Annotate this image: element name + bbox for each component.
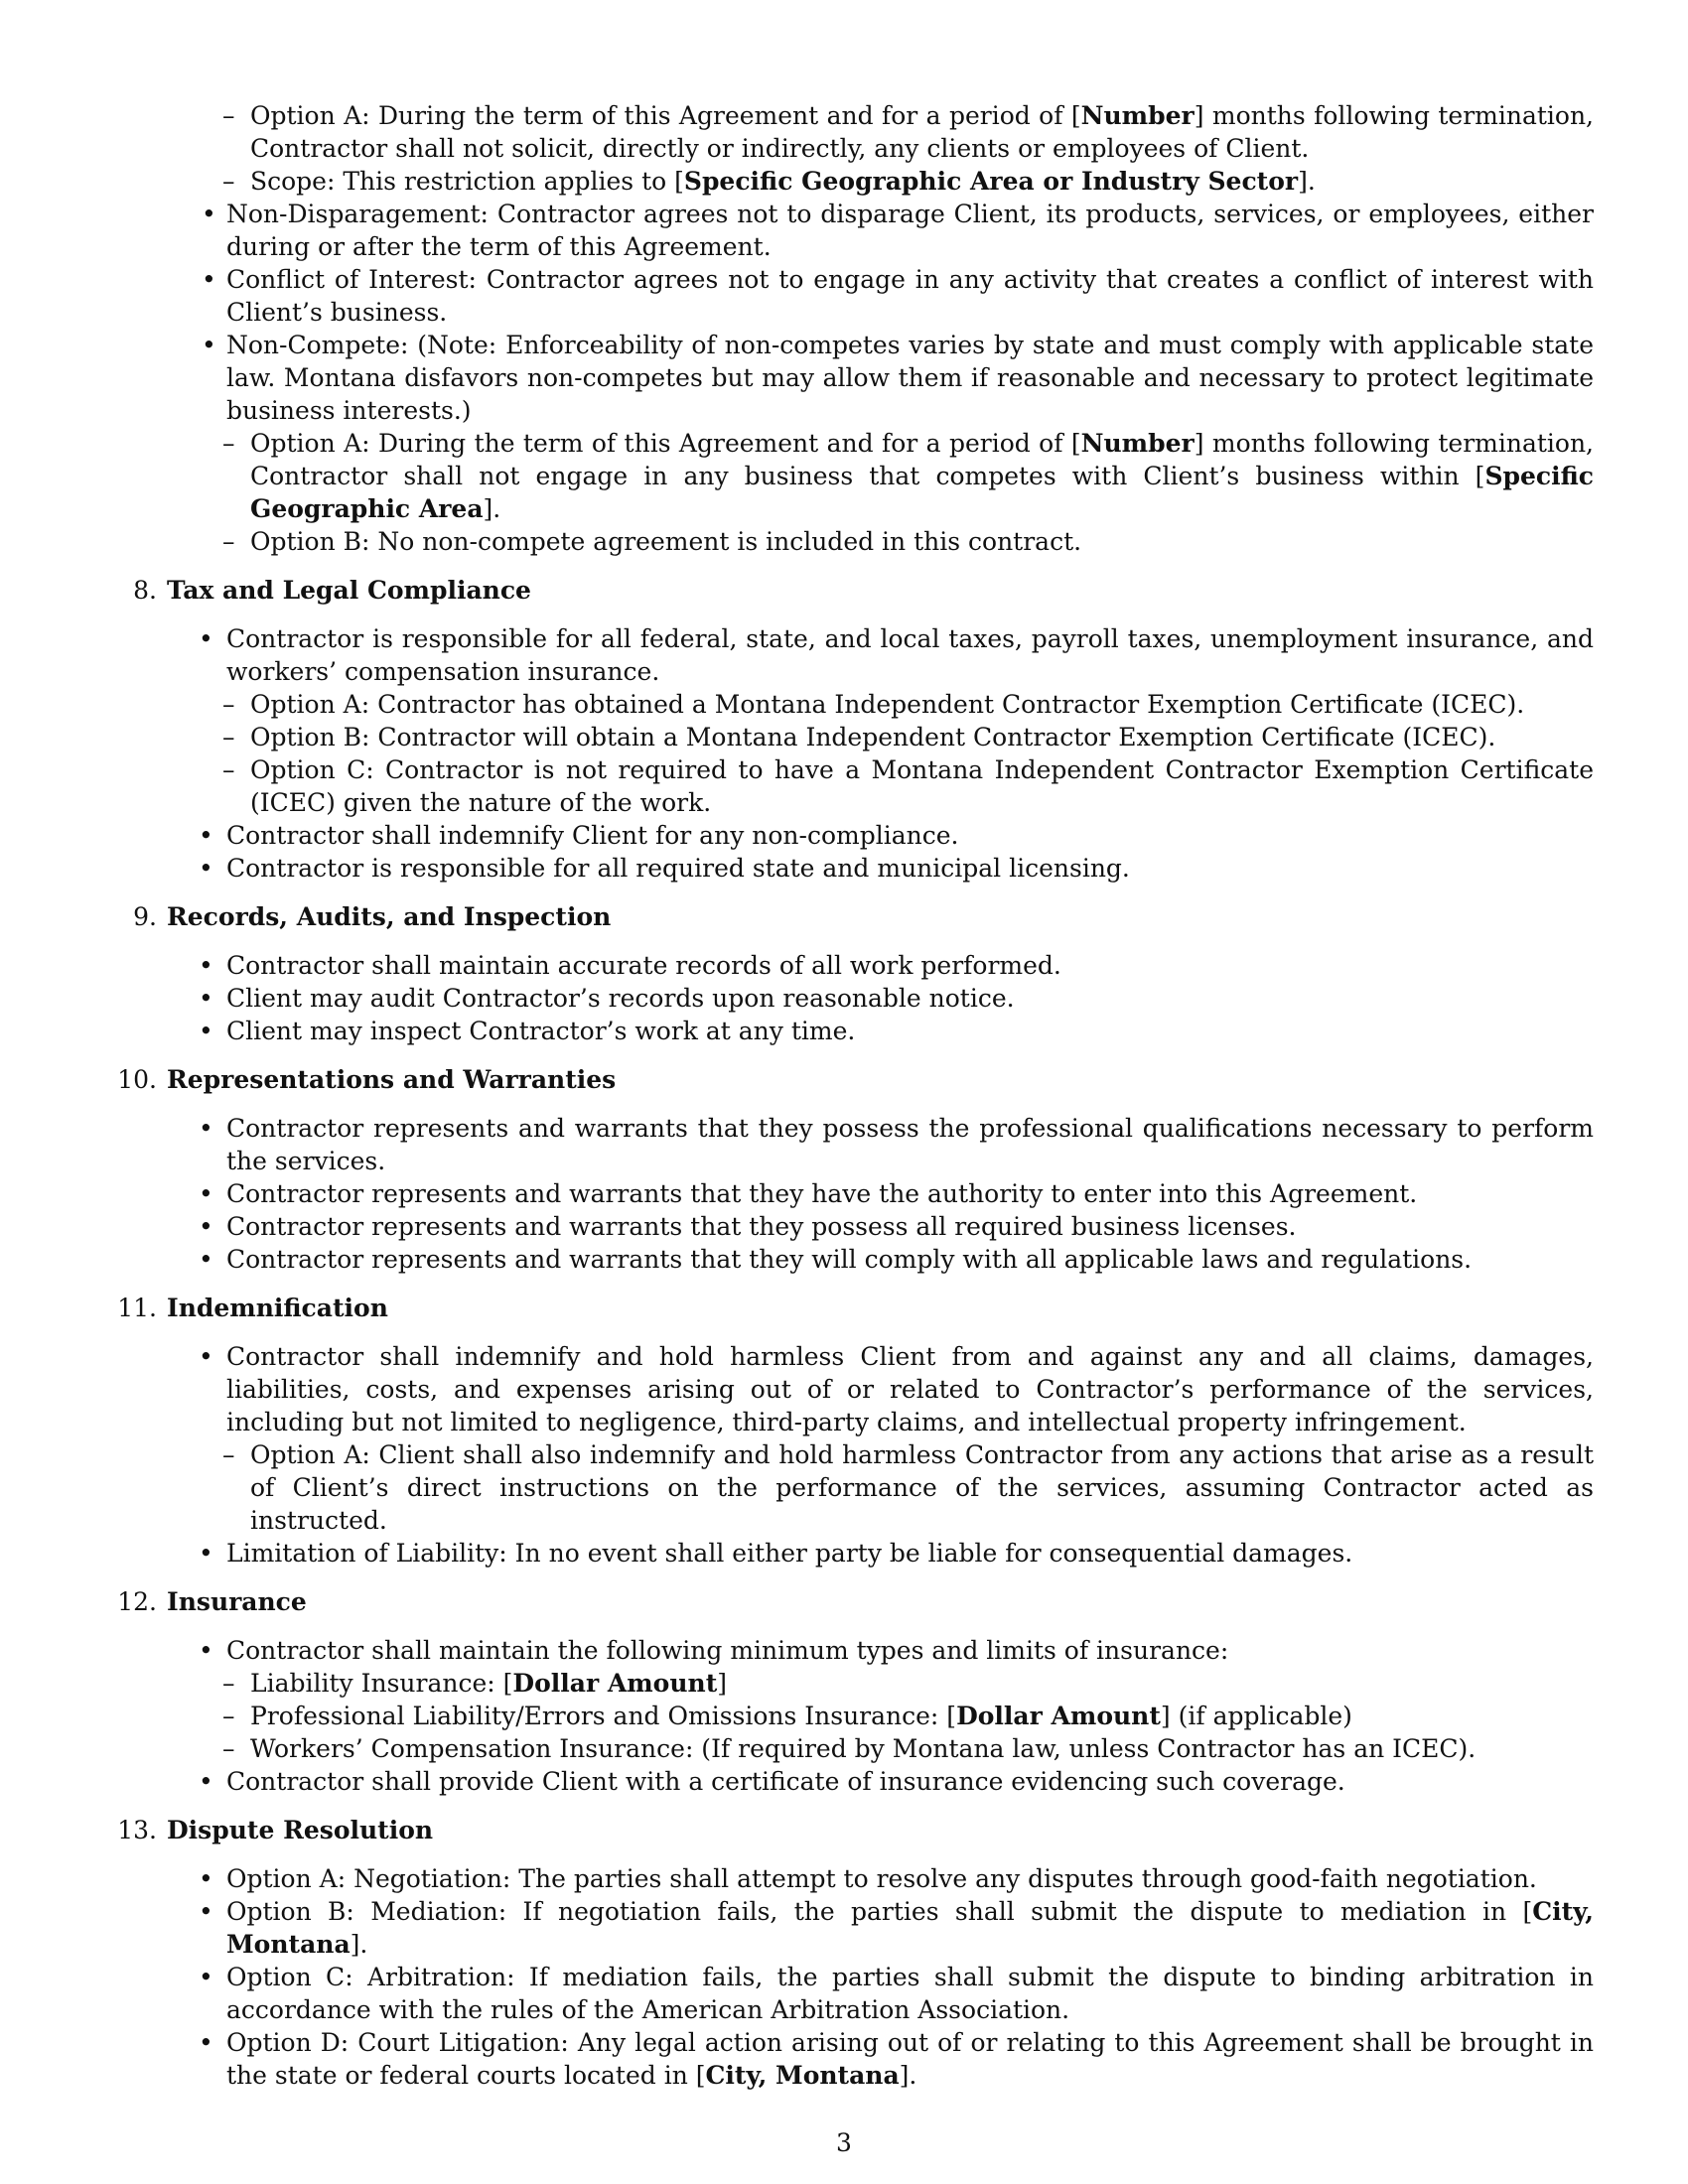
- conflict-of-interest-item: • Conflict of Interest: Contractor agrees not to engage in any activity that creates a conflict of interest with Client’s business.: [109, 263, 1594, 329]
- section-title: Indemnification: [167, 1294, 388, 1322]
- negotiation-option: • Option A: Negotiation: The parties shall attempt to resolve any disputes through good-faith negotiation.: [167, 1862, 1594, 1895]
- section-10: [109, 1063, 1594, 1276]
- arbitration-option: • Option C: Arbitration: If mediation fails, the parties shall submit the dispute to binding arbitration in accordance with the rules of the American Arbitration Association.: [167, 1961, 1594, 2026]
- document-body: [109, 99, 1594, 2092]
- mediation-option: • Option B: Mediation: If negotiation fails, the parties shall submit the dispute to mediation in [City, Montana].: [167, 1895, 1594, 1961]
- section-number: 8.: [133, 576, 157, 605]
- icec-option-a: – Option A: Contractor has obtained a Montana Independent Contractor Exemption Certificate (ICEC).: [199, 688, 1594, 721]
- mutual-indemnity-option-a: – Option A: Client shall also indemnify and hold harmless Contractor from any actions that arise as a result of Client’s direct instructions on the performance of the services, assuming Contractor acted as instructed.: [199, 1438, 1594, 1537]
- non-disparagement-item: • Non-Disparagement: Contractor agrees not to disparage Client, its products, services, or employees, either during or after the term of this Agreement.: [109, 198, 1594, 263]
- limitation-of-liability-item: • Limitation of Liability: In no event shall either party be liable for consequential damages.: [167, 1537, 1594, 1570]
- workers-comp-item: – Workers’ Compensation Insurance: (If required by Montana law, unless Contractor has an ICEC).: [199, 1732, 1594, 1765]
- list-item: • Client may audit Contractor’s records upon reasonable notice.: [167, 982, 1594, 1015]
- section-9: [109, 900, 1594, 1047]
- section-title: Representations and Warranties: [167, 1065, 617, 1094]
- section-number: 9.: [133, 902, 157, 931]
- list-item: • Contractor represents and warrants that they possess all required business licenses.: [167, 1210, 1594, 1243]
- list-item: • Contractor represents and warrants that they possess the professional qualifications necessary to perform the services.: [167, 1112, 1594, 1177]
- section-11: [109, 1292, 1594, 1570]
- court-litigation-option: • Option D: Court Litigation: Any legal action arising out of or relating to this Agreement shall be brought in the state or federal courts located in [City, Montana].: [167, 2026, 1594, 2092]
- icec-option-b: – Option B: Contractor will obtain a Montana Independent Contractor Exemption Certificate (ICEC).: [199, 721, 1594, 753]
- list-item: • Contractor shall maintain the following minimum types and limits of insurance: – Liability Insurance: [Dollar Amount] – Professional Liability/Errors and Omissions Insurance: [Dollar Amount] (if applicable) – Workers’ Compensation Insurance: (If required by Montana law, unless Contractor has an ICEC).: [167, 1634, 1594, 1765]
- list-item: • Client may inspect Contractor’s work at any time.: [167, 1015, 1594, 1047]
- section-12: [109, 1585, 1594, 1798]
- section-number: 10.: [117, 1065, 157, 1094]
- list-item: • Contractor shall indemnify Client for any non-compliance.: [167, 819, 1594, 852]
- list-item: • Contractor shall maintain accurate records of all work performed.: [167, 949, 1594, 982]
- list-item: • Contractor shall provide Client with a certificate of insurance evidencing such coverage.: [167, 1765, 1594, 1798]
- list-item: • Contractor is responsible for all federal, state, and local taxes, payroll taxes, unemployment insurance, and workers’ compensation insurance. – Option A: Contractor has obtained a Montana Independent Contractor Exemption Certificate (ICEC). – Option B: Contractor will obtain a Montana Independent Contractor Exemption Certificate (ICEC). – Option C: Contractor is not required to have a Montana Independent Contractor Exemption Certificate (ICEC) given the nature of the work.: [167, 622, 1594, 819]
- section-number: 13.: [117, 1816, 157, 1844]
- section-number: 11.: [117, 1294, 157, 1322]
- page-number: 3: [836, 2128, 852, 2157]
- section-7-continued: [109, 99, 1594, 558]
- section-title: Insurance: [167, 1587, 307, 1616]
- section-13: [109, 1814, 1594, 2092]
- liability-insurance-item: – Liability Insurance: [Dollar Amount]: [199, 1667, 1594, 1700]
- icec-option-c: – Option C: Contractor is not required to have a Montana Independent Contractor Exemption Certificate (ICEC) given the nature of the work.: [199, 753, 1594, 819]
- list-item: • Contractor is responsible for all required state and municipal licensing.: [167, 852, 1594, 885]
- non-solicit-option-a: – Option A: During the term of this Agreement and for a period of [Number] months following termination, Contractor shall not solicit, directly or indirectly, any clients or employees of Client.: [199, 99, 1594, 165]
- section-title: Dispute Resolution: [167, 1816, 434, 1844]
- section-title: Tax and Legal Compliance: [167, 576, 531, 605]
- non-compete-option-b: – Option B: No non-compete agreement is included in this contract.: [199, 525, 1594, 558]
- section-number: 12.: [117, 1587, 157, 1616]
- non-compete-option-a: – Option A: During the term of this Agreement and for a period of [Number] months following termination, Contractor shall not engage in any business that competes with Client’s business within [Specific Geographic Area].: [199, 427, 1594, 525]
- non-solicit-scope: – Scope: This restriction applies to [Specific Geographic Area or Industry Sector].: [199, 165, 1594, 198]
- section-8: [109, 574, 1594, 885]
- professional-liability-item: – Professional Liability/Errors and Omissions Insurance: [Dollar Amount] (if applicable): [199, 1700, 1594, 1732]
- list-item: • Contractor represents and warrants that they will comply with all applicable laws and regulations.: [167, 1243, 1594, 1276]
- list-item: [109, 99, 1594, 198]
- section-title: Records, Audits, and Inspection: [167, 902, 612, 931]
- non-compete-item: • Non-Compete: (Note: Enforceability of non-competes varies by state and must comply with applicable state law. Montana disfavors non-competes but may allow them if reasonable and necessary to protect legitimate business interests.) – Option A: During the term of this Agreement and for a period of [Number] months following termination, Contractor shall not engage in any business that competes with Client’s business within [Specific Geographic Area]. – Option B: No non-compete agreement is included in this contract.: [109, 329, 1594, 558]
- list-item: • Contractor represents and warrants that they have the authority to enter into this Agreement.: [167, 1177, 1594, 1210]
- list-item: • Contractor shall indemnify and hold harmless Client from and against any and all claims, damages, liabilities, costs, and expenses arising out of or related to Contractor’s performance of the services, including but not limited to negligence, third-party claims, and intellectual property infringement. – Option A: Client shall also indemnify and hold harmless Contractor from any actions that arise as a result of Client’s direct instructions on the performance of the services, assuming Contractor acted as instructed.: [167, 1340, 1594, 1537]
